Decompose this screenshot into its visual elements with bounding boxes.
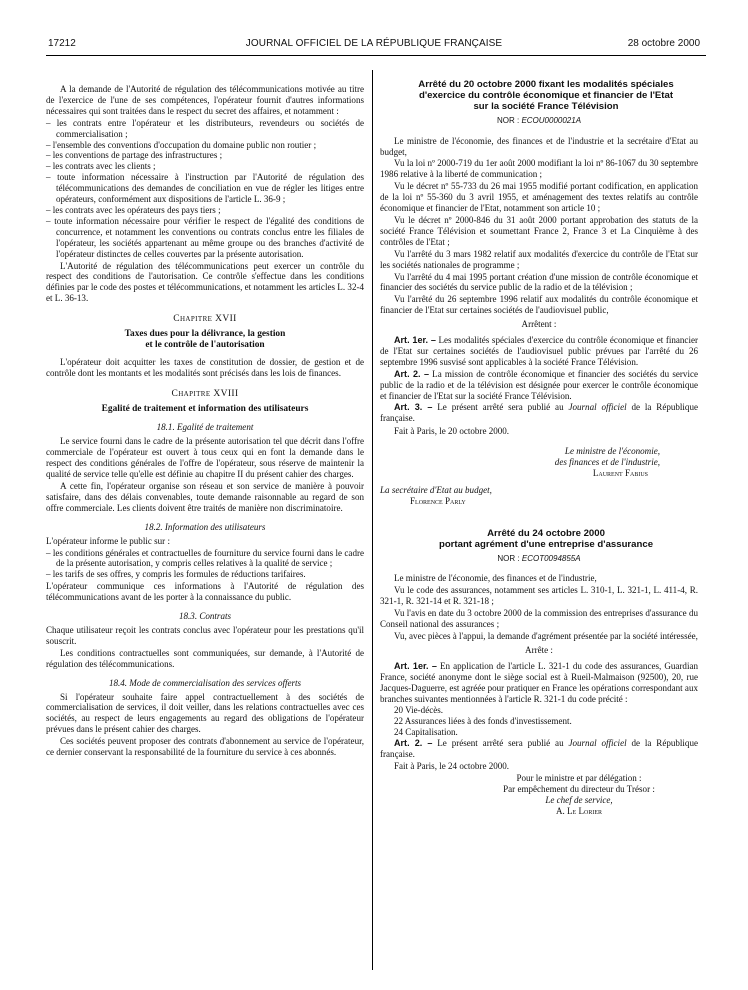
nor-reference (380, 554, 698, 565)
section-title: 18.2. Information des utilisateurs (144, 521, 266, 532)
journal-title: JOURNAL OFFICIEL DE LA RÉPUBLIQUE FRANÇAISE (245, 38, 503, 49)
paragraph: L'opérateur communique ces informations à l'Autorité de régulation des télécommunications avant de les porter à la connaissance du public. (46, 581, 364, 603)
visa: Le ministre de l'économie, des finances et de l'industrie et la secrétaire d'Etat au budget, (380, 135, 698, 157)
signatory-title: Par empêchement du directeur du Trésor : (503, 783, 655, 794)
article-label: Art. 2. – (394, 368, 429, 379)
header-rule (46, 55, 706, 56)
signatory-title (380, 795, 698, 806)
visa: Le ministre de l'économie, des finances et de l'industrie, (394, 573, 597, 584)
page-number: 17212 (48, 38, 76, 49)
section-heading (46, 678, 364, 689)
visa: Vu le code des assurances, notamment ses articles L. 310-1, L. 321-1, L. 411-4, R. 321-1, R. 321-14 et R. 321-18 ; (380, 585, 698, 607)
article-text: En application de l'article L. 321-1 du code des assurances, Guardian France, société anonyme dont le siège social est à Rueil-Malmaison (92500), 20, rue Jacques-Daguerre, est agréée pour pratiquer en France les opérations correspondant aux branches suivantes mentionnées à l'article R. 321-1 du code précité : (380, 660, 699, 704)
page-header (0, 38, 748, 54)
list-item: – toute information nécessaire pour vérifier le respect de l'égalité des conditions de concurrence, et notamment les conventions ou contrats conclus entre les filiales de l'opérateur, les sociétés appartenant au même groupe ou des branches d'activité de l'opérateur distinctes de celles couvertes par la présente autorisation. (46, 216, 364, 260)
signatory-name: A. Le Lorier (555, 805, 603, 816)
chapter-title-line: et le contrôle de l'autorisation (145, 339, 265, 350)
list-item: – les conventions de partage des infrastructures ; (46, 150, 364, 161)
decree-title (380, 80, 698, 113)
chapter-heading: Chapitre XVIII (171, 388, 239, 399)
list-item: – les contrats avec les clients ; (46, 161, 364, 172)
nor-code: ECOU0000021A (521, 115, 582, 125)
left-column (46, 84, 364, 759)
branch-item: 24 Capitalisation. (394, 727, 458, 738)
issue-date: 28 octobre 2000 (627, 38, 700, 49)
article-label: Art. 3. – (394, 402, 433, 413)
signatory-title: des finances et de l'industrie, (554, 457, 660, 468)
decree-title-line: d'exercice du contrôle économique et financier de l'Etat (418, 89, 674, 101)
chapter-heading: Chapitre XVII (173, 314, 237, 325)
decree-title-line: portant agrément d'une entreprise d'assurance (438, 538, 654, 550)
journal-name: Journal officiel (568, 738, 627, 749)
nor-label: NOR : (496, 115, 520, 125)
list-item: – les contrats entre l'opérateur et les distributeurs, revendeurs ou sociétés de commercialisation ; (46, 118, 364, 140)
decree-title-line: Arrêté du 20 octobre 2000 fixant les modalités spéciales (418, 79, 674, 90)
article-label: Art. 1er. – (394, 660, 437, 671)
paragraph: Les conditions contractuelles sont communiquées, sur demande, à l'Autorité de régulation des télécommunications. (46, 647, 364, 669)
section-title: 18.4. Mode de commercialisation des services offerts (108, 677, 302, 688)
visa: Vu le décret nº 55-733 du 26 mai 1955 modifié portant codification, en application de la loi nº 55-360 du 3 avril 1955, et aménagement des textes relatifs au contrôle économique et financier de l'Etat, notamment son article 10 ; (380, 181, 698, 214)
branch-item: 22 Assurances liées à des fonds d'investissement. (394, 716, 572, 727)
list-item: – les conditions générales et contractuelles de fourniture du service fourni dans le cadre de la présente autorisation, y compris celles relatives à la qualité de service ; (46, 548, 364, 570)
arrete: Arrête : (525, 644, 553, 655)
taxes-paragraph: L'opérateur doit acquitter les taxes de constitution de dossier, de gestion et de contrôle dont les montants et les modalités sont précisés dans les lois de finances. (46, 356, 364, 378)
article-text: La mission de contrôle économique et financier des sociétés du service public de la radio et de la télévision est désignée pour exercer le contrôle économique et financier de l'Etat sur la société France Télévision. (380, 368, 698, 401)
visa: Vu, avec pièces à l'appui, la demande d'agrément présentée par la société intéressée, (394, 630, 698, 641)
decree-title-line: sur la société France Télévision (473, 100, 619, 112)
list-item: – toute information nécessaire à l'instruction par l'Autorité de régulation des télécommunications des demandes de conciliation en vue de régler les litiges entre opérateurs, conformément aux dispositions de l'article L. 36-9 ; (46, 172, 364, 205)
article-label: Art. 1er. – (394, 335, 436, 346)
list-item: – les contrats avec les opérateurs des pays tiers ; (46, 205, 364, 216)
paragraph: Chaque utilisateur reçoit les contrats conclus avec l'opérateur pour les prestations qu'il souscrit. (46, 624, 364, 646)
paragraph: Ces sociétés peuvent proposer des contrats d'abonnement au service de l'opérateur, ce dernier conservant la responsabilité de la fourniture du service à ces abonnés. (46, 736, 364, 758)
signatory-title: Le ministre de l'économie, (564, 446, 660, 457)
signature-date: Fait à Paris, le 20 octobre 2000. (394, 426, 510, 437)
visa: Vu l'avis en date du 3 octobre 2000 de la commission des entreprises d'assurance du Conseil national des assurances ; (380, 608, 698, 630)
chapter-title (46, 329, 364, 351)
article (380, 402, 698, 424)
article-text: Le présent arrêté sera publié au (437, 402, 564, 413)
nor-code: ECOT0094855A (521, 553, 581, 563)
right-column (380, 80, 698, 816)
article-text: de la République française. (380, 738, 698, 760)
visa: Vu l'arrêté du 26 septembre 1996 relatif aux modalités du contrôle économique et financier de l'Etat sur certaines sociétés de l'audiovisuel public, (380, 294, 698, 316)
info-list (46, 118, 364, 260)
branch-item: 20 Vie-décès. (394, 705, 444, 716)
article-label: Art. 2. – (394, 738, 433, 749)
decree-title-line: Arrêté du 24 octobre 2000 (487, 527, 605, 539)
section-heading (46, 611, 364, 622)
signatory-title: Pour le ministre et par délégation : (516, 772, 642, 783)
signatory-name: Florence Parly (410, 495, 466, 506)
signature-date: Fait à Paris, le 24 octobre 2000. (394, 760, 510, 771)
list-item: – l'ensemble des conventions d'occupation du domaine public non routier ; (46, 140, 364, 151)
section-heading (46, 422, 364, 433)
info-list (46, 548, 364, 581)
article (380, 661, 698, 705)
paragraph: A cette fin, l'opérateur organise son réseau et son service de manière à pouvoir satisfaire, dans des délais convenables, toute demande raisonnable au regard de son offre commerciale. Les clients doivent être traités de manière non discriminatoire. (46, 481, 364, 513)
visa: Vu le décret nº 2000-846 du 31 août 2000 portant approbation des statuts de la société France Télévision et soumettant France 2, France 3 et La Cinquième à des contrôles de l'Etat ; (380, 214, 698, 247)
article-text: Les modalités spéciales d'exercice du contrôle économique et financier de l'Etat sur certaines sociétés de l'audiovisuel public prévues par l'arrêté du 26 septembre 1996 susvisé sont applicables à la société France Télévision. (380, 335, 698, 367)
visa: Vu l'arrêté du 4 mai 1995 portant création d'une mission de contrôle économique et financier des sociétés du service public de la radio et de la télévision ; (380, 271, 698, 293)
signatory-role: Le chef de service, (545, 794, 613, 805)
visa: Vu l'arrêté du 3 mars 1982 relatif aux modalités d'exercice du contrôle de l'Etat sur les sociétés nationales de programme ; (380, 248, 698, 270)
journal-name: Journal officiel (568, 402, 627, 413)
paragraph: Le service fourni dans le cadre de la présente autorisation tel que décrit dans l'offre commerciale de l'opérateur est ouvert à tous ceux qui en font la demande dans le respect des conditions générales de l'offre de l'opérateur, sous réserve de maintenir la qualité de service telle qu'elle est définie au chapitre II du présent cahier des charges. (46, 436, 364, 480)
visa: Vu la loi nº 2000-719 du 1er août 2000 modifiant la loi nº 86-1067 du 30 septembre 1986 relative à la liberté de communication ; (380, 158, 698, 180)
arretent: Arrêtent : (521, 319, 557, 330)
signatory-name: Laurent Fabius (592, 468, 648, 478)
section-title: 18.3. Contrats (178, 611, 232, 622)
signatory-title: La secrétaire d'Etat au budget, (380, 484, 492, 495)
chapter-title: Egalité de traitement et information des utilisateurs (101, 403, 309, 414)
section-title: 18.1. Egalité de traitement (156, 422, 254, 433)
article (380, 369, 698, 402)
article-text: Le présent arrêté sera publié au (437, 738, 564, 749)
nor-reference (380, 116, 698, 127)
article (380, 335, 698, 368)
paragraph: L'opérateur informe le public sur : (46, 535, 170, 546)
list-item: – les tarifs de ses offres, y compris les formules de réductions tarifaires. (46, 569, 364, 580)
chapter-title-line: Taxes dues pour la délivrance, la gestion (124, 329, 286, 340)
column-divider (372, 70, 373, 970)
nor-label: NOR : (497, 553, 520, 563)
paragraph: Si l'opérateur souhaite faire appel contractuellement à des sociétés de commercialisation de services, il doit veiller, dans les relations contractuelles avec ces sociétés, au respect de leurs engagements au regard des obligations de l'opérateur prévues dans le présent cahier des charges. (46, 691, 364, 735)
article-text: de la République française. (380, 402, 698, 424)
intro-paragraph: A la demande de l'Autorité de régulation des télécommunications motivée au titre de l'exercice de l'une de ses compétences, l'opérateur fournit d'autres informations nécessaires qui sont traitées dans le respect du secret des affaires, et notamment : (46, 84, 364, 116)
section-heading (46, 522, 364, 533)
article (380, 738, 698, 760)
control-paragraph: L'Autorité de régulation des télécommunications peut exercer un contrôle du respect des conditions de l'autorisation. Ce contrôle s'effectue dans les conditions définies par le code des postes et télécommunications, et notamment les articles L. 32-4 et L. 36-13. (46, 260, 364, 304)
